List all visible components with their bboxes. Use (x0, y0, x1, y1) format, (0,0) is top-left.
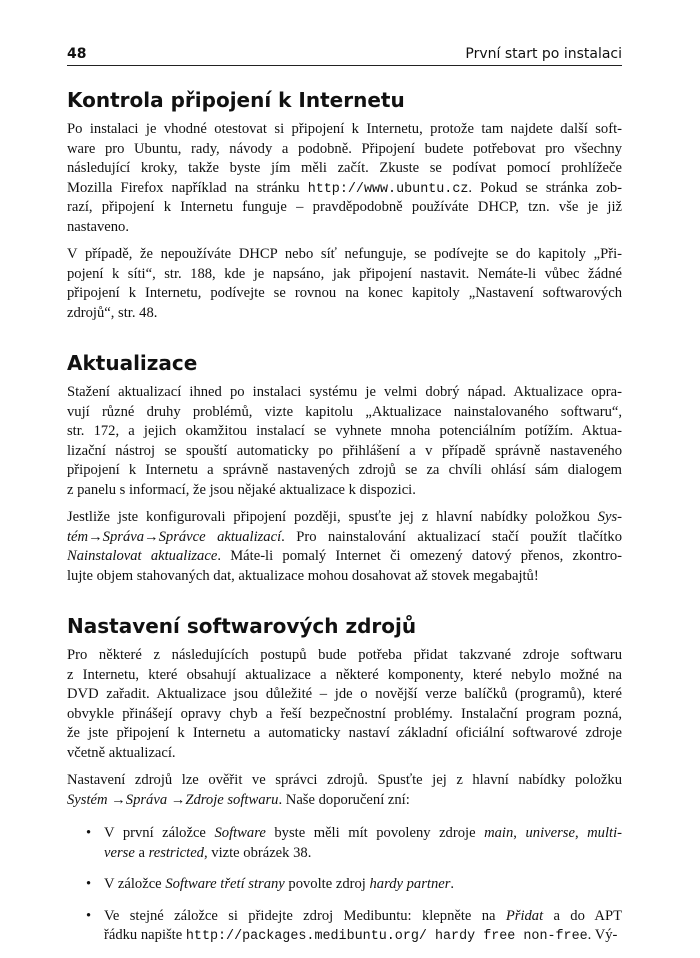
text-line: z Internetu, které obsahují aktualizace a některé komponenty, které nebylo možné na (67, 666, 622, 683)
text-line (104, 907, 622, 927)
text-run: povolte zdroj (284, 876, 370, 892)
italic-text: hardy partner (369, 876, 451, 892)
section (67, 87, 622, 323)
italic-text: tém→Správa→Správce aktualizací (67, 528, 282, 545)
text-line: nastaveno. (67, 218, 130, 235)
text-line: obvykle přinášejí opravy chyb a řeší bezpečnostní problémy. Instalační program pozná, (67, 705, 622, 722)
text-run: . Vý- (587, 927, 618, 943)
section (67, 350, 622, 586)
italic-text: universe (525, 825, 575, 841)
bullet-icon: • (86, 876, 92, 892)
section-heading: Aktualizace (67, 351, 198, 375)
italic-text: main (484, 825, 514, 841)
text-run: Ve stejné záložce si přidejte zdroj Medibuntu: klepněte na (104, 907, 506, 924)
paragraph (104, 824, 622, 863)
text-line: včetně aktualizací. (67, 744, 176, 761)
italic-text: multi- (587, 825, 623, 841)
list-item (67, 907, 622, 946)
list-item (67, 824, 622, 863)
text-line: Nastavení zdrojů lze ověřit ve správci zdrojů. Spusťte jej z hlavní nabídky položku (67, 772, 622, 788)
text-run: , (574, 825, 588, 841)
document-page (67, 44, 622, 958)
monospace-text: http://packages.medibuntu.org/ hardy free non-free (185, 929, 588, 944)
page-content (67, 87, 622, 946)
text-line: ware pro Ubuntu, rady, návody a podobně. Připojení budete potřebovat pro všechny (67, 140, 622, 157)
text-line: DVD zařadit. Aktualizace jsou důležité – jde o novější verze balíčků (programů), které (67, 686, 622, 702)
italic-text: Systém →Správa →Zdroje softwaru (67, 791, 279, 808)
text-line: že jste připojení k Internetu a automaticky nastaví základní oficiální softwarové zdroje (67, 725, 622, 741)
text-line: lizační nástroj se spouští automaticky po přihlášení a v případě správně nastaveného (67, 442, 622, 459)
text-line (104, 824, 622, 844)
text-line (67, 547, 622, 567)
text-run: . (450, 876, 455, 892)
text-run: V záložce (104, 876, 166, 892)
paragraph (67, 383, 622, 500)
text-run: . Pro nainstalování aktualizací stačí použít tlačítko (281, 528, 622, 545)
text-run: . Naše doporučení zní: (278, 791, 410, 808)
text-run: a (134, 844, 149, 861)
text-run: V první záložce (104, 825, 215, 841)
text-line (67, 791, 622, 811)
text-run: , (513, 825, 526, 841)
italic-text: Sys- (597, 509, 622, 525)
italic-text: Přidat (505, 907, 544, 924)
text-line: lujte objem stahovaných dat, aktualizace mohou dosahovat až stovek megabajtů! (67, 567, 539, 584)
italic-text: Nainstalovat aktualizace (67, 548, 218, 564)
paragraph (67, 508, 622, 586)
text-run: Jestliže jste konfigurovali připojení později, spusťte jej z hlavní nabídky položkou (67, 509, 598, 525)
section-heading: Nastavení softwarových zdrojů (67, 614, 417, 638)
text-line: razí, připojení k Internetu funguje – pravděpodobně používáte DHCP, tzn. vše je již (67, 199, 622, 215)
paragraph (67, 120, 622, 237)
running-header (67, 44, 622, 66)
text-run: a do APT (543, 907, 622, 924)
text-line (104, 844, 622, 864)
text-line: str. 172, a jejich okamžitou instalací se vyhnete mnoha potenciálním potížím. Aktua- (67, 423, 622, 439)
paragraph (104, 907, 622, 946)
text-run: , vizte obrázek 38. (203, 844, 312, 861)
text-run: . Pokud se stránka zob- (468, 179, 622, 196)
text-run: Mozilla Firefox například na stránku (67, 179, 308, 196)
section (67, 613, 622, 946)
section-heading: Kontrola připojení k Internetu (67, 88, 405, 112)
text-line: vují různé druhy problémů, vizte kapitolu „Aktualizace nainstalovaného softwaru“, (67, 403, 622, 420)
paragraph (67, 646, 622, 763)
italic-text: verse (104, 844, 135, 861)
text-line (67, 528, 622, 548)
paragraph (104, 875, 622, 895)
bullet-list (67, 824, 622, 946)
italic-text: Software třetí strany (165, 876, 285, 892)
monospace-text: http://www.ubuntu.cz (307, 181, 469, 197)
text-run: řádku napište (104, 927, 186, 943)
list-item (67, 875, 622, 895)
paragraph (67, 771, 622, 810)
text-line: Stažení aktualizací ihned po instalaci systému je velmi dobrý nápad. Aktualizace opra- (67, 384, 622, 400)
text-run: . Máte-li pomalý Internet či omezený datový přenos, zkontro- (217, 548, 622, 564)
text-line: připojení k Internetu a správně nastavených zdrojů se za chvíli ohlásí sám dialogem (67, 462, 622, 478)
chapter-title: První start po instalaci (465, 46, 622, 62)
paragraph (67, 245, 622, 323)
text-line (104, 875, 622, 895)
text-line: Po instalaci je vhodné otestovat si připojení k Internetu, protože tam najdete další soft- (67, 121, 622, 137)
text-line: pojení k síti“, str. 188, kde je napsáno, jak připojení nastavit. Nemáte-li vůbec žádné (67, 265, 622, 282)
bullet-icon: • (86, 907, 92, 924)
italic-text: restricted (148, 844, 204, 861)
page-number: 48 (67, 46, 87, 62)
text-line: V případě, že nepoužíváte DHCP nebo síť nefunguje, se podívejte se do kapitoly „Při- (67, 246, 622, 262)
text-run: byste měli mít povoleny zdroje (265, 825, 485, 841)
text-line (67, 508, 622, 528)
text-line: z panelu s informací, že jsou nějaké aktualizace k dispozici. (67, 481, 416, 498)
italic-text: Software (214, 825, 266, 841)
text-line: zdrojů“, str. 48. (67, 304, 158, 321)
text-line: následující kroky, takže byste jím měli začít. Zkuste se podívat pomocí prohlížeče (67, 160, 622, 176)
text-line: připojení k Internetu, podívejte se rovnou na konec kapitoly „Nastavení softwarových (67, 285, 622, 301)
bullet-icon: • (86, 825, 92, 841)
text-line: Pro některé z následujících postupů bude potřeba přidat takzvané zdroje softwaru (67, 647, 622, 663)
text-line (67, 179, 622, 199)
